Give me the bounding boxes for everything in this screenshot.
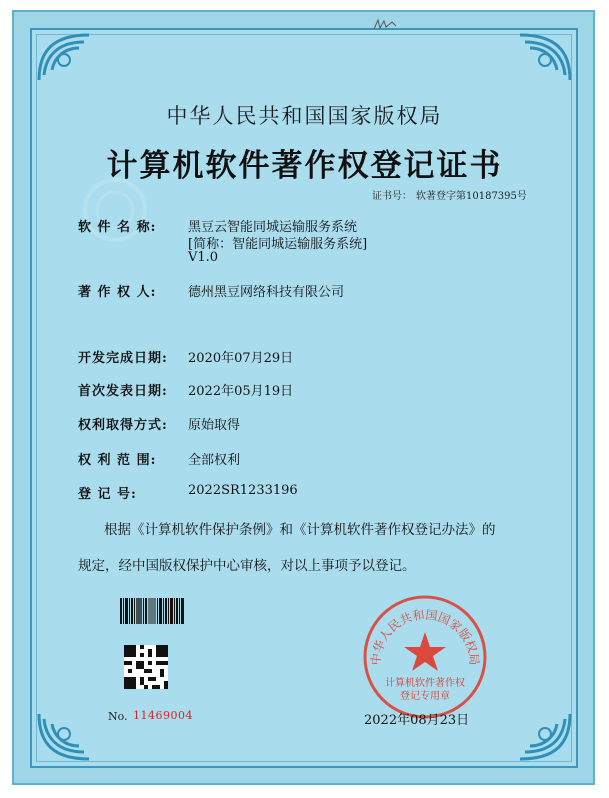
rights-scope-value: 全部权利 (188, 453, 241, 468)
seal-line-2: 登记专用章 (400, 691, 450, 702)
software-version: V1.0 (188, 250, 219, 265)
certificate-number-label: 证书号： (372, 191, 412, 202)
registration-number-label: 登 记 号: (78, 487, 137, 502)
software-name-value: 黑豆云智能同城运输服务系统 (188, 220, 358, 235)
corner-ornament-top-right (505, 30, 575, 86)
certificate-number-value: 软著登字第10187395号 (416, 191, 527, 202)
qr-code-image (124, 645, 168, 689)
acquisition-method-label: 权利取得方式: (78, 418, 168, 433)
certificate-title: 计算机软件著作权登记证书 (106, 148, 503, 184)
acquisition-method-value: 原始取得 (188, 418, 241, 433)
software-name-label: 软 件 名 称: (78, 220, 157, 235)
certificate-number (372, 187, 531, 202)
official-seal (360, 592, 490, 722)
copyright-owner-label: 著 作 权 人: (78, 285, 157, 300)
registration-number-value: 2022SR1233196 (188, 483, 298, 498)
barcode-image (120, 598, 184, 624)
completion-date-value: 2020年07月29日 (188, 351, 294, 366)
seal-line-1: 计算机软件著作权 (385, 678, 465, 689)
publication-date-value: 2022年05月19日 (188, 384, 294, 399)
corner-ornament-bottom-left (34, 708, 104, 764)
copyright-owner-value: 德州黑豆网络科技有限公司 (188, 285, 345, 300)
corner-ornament-bottom-right (505, 708, 575, 764)
publication-date-label: 首次发表日期: (78, 384, 168, 399)
software-short-name: [简称：智能同城运输服务系统] (188, 237, 368, 252)
corner-ornament-top-left (34, 30, 104, 86)
serial-number-label: No. (108, 710, 128, 723)
completion-date-label: 开发完成日期: (78, 351, 168, 366)
serial-number-value: 11469004 (133, 709, 193, 722)
statement-line-1: 根据《计算机软件保护条例》和《计算机软件著作权登记办法》的 (104, 522, 496, 538)
issue-date: 2022年08月23日 (364, 713, 470, 728)
statement-line-2: 规定，经中国版权保护中心审核，对以上事项予以登记。 (78, 558, 416, 574)
seal-ring-text: 中华人民共和国国家版权局 (368, 607, 482, 666)
rights-scope-label: 权 利 范 围: (78, 453, 157, 468)
authority-title: 中华人民共和国国家版权局 (166, 104, 443, 128)
handwritten-mark (372, 16, 398, 30)
